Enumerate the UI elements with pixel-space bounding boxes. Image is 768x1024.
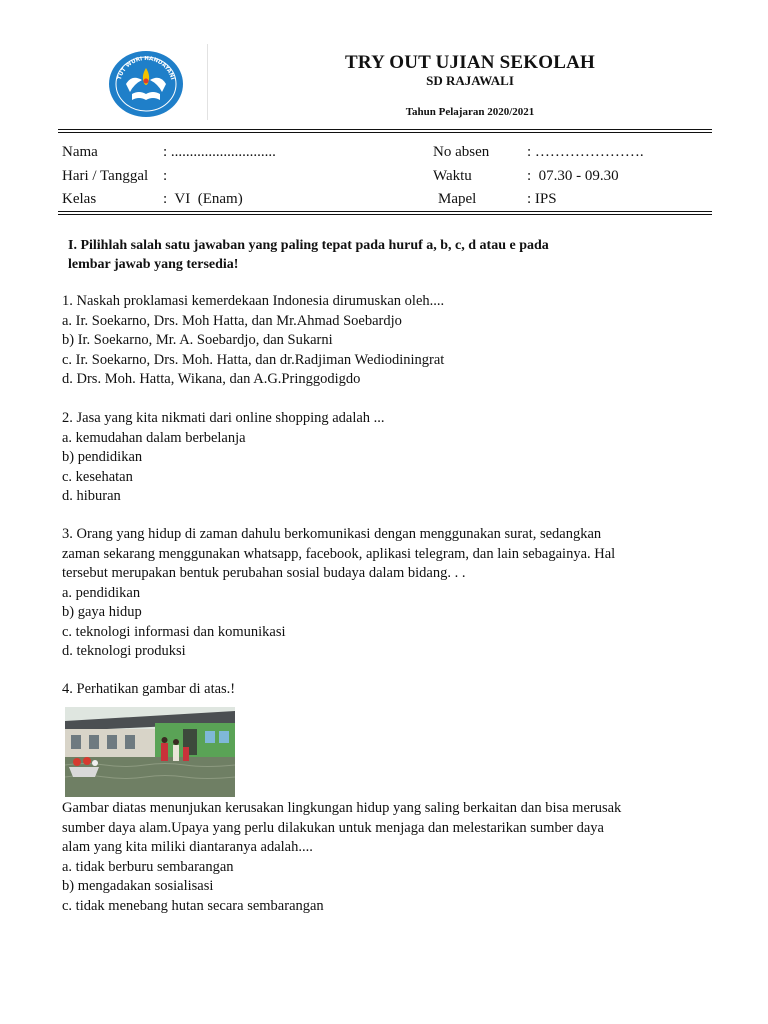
answer-option: b) pendidikan [62,449,143,465]
kelas-label: Kelas [62,191,97,207]
instruction-line: I. Pilihlah salah satu jawaban yang paling tepat pada huruf a, b, c, d atau e pada [68,238,549,253]
question-stem: 3. Orang yang hidup di zaman dahulu berkomunikasi dengan menggunakan surat, sedangkan [62,526,602,542]
instruction-line: lembar jawab yang tersedia! [68,257,239,272]
school-name: SD RAJAWALI [426,73,514,88]
question-1 [62,292,712,390]
answer-option: c. Ir. Soekarno, Drs. Moh. Hatta, dan dr.Radjiman Wediodiningrat [62,351,445,368]
answer-option: d. hiburan [62,488,121,504]
tut-wuri-handayani-logo [108,50,184,118]
bottom-rule-inner [58,214,712,215]
absen-field: : …………………. [527,144,644,160]
answer-option: a. Ir. Soekarno, Drs. Moh Hatta, dan Mr.Ahmad Soebardjo [62,312,402,329]
question-stem: tersebut merupakan bentuk perubahan sosial budaya dalam bidang. . . [62,565,466,581]
answer-option: a. pendidikan [62,584,141,601]
nama-field: : ............................ [163,144,276,160]
svg-text:TUT WURI HANDAYANI: TUT WURI HANDAYANI [116,55,176,81]
nama-label: Nama [62,144,98,160]
question-stem: sumber daya alam.Upaya yang perlu dilakukan untuk menjaga dan melestarikan sumber daya [62,819,604,836]
answer-option: d. Drs. Moh. Hatta, Wikana, dan A.G.Pringgodigdo [62,371,361,387]
kelas-field: : VI (Enam) [163,191,243,207]
question-stem: alam yang kita miliki diantaranya adalah.... [62,839,313,855]
waktu-field: : 07.30 - 09.30 [527,168,619,184]
question-stem: 4. Perhatikan gambar di atas.! [62,681,236,697]
answer-option: a. kemudahan dalam berbelanja [62,429,246,446]
hari-label: Hari / Tanggal [62,168,149,184]
bottom-rule [58,211,712,212]
answer-option: c. tidak menebang hutan secara sembarangan [62,897,324,914]
question-3 [62,525,712,662]
question-4 [62,680,712,700]
question-4-body [62,799,712,916]
answer-option: d. teknologi produksi [62,643,186,659]
question-stem: 1. Naskah proklamasi kemerdekaan Indonesia dirumuskan oleh.... [62,293,445,309]
answer-option: a. tidak berburu sembarangan [62,858,234,875]
mapel-field: : IPS [527,191,557,207]
mapel-label: Mapel [438,191,477,207]
answer-option: b) mengadakan sosialisasi [62,878,214,894]
top-rule [58,129,712,130]
school-year: Tahun Pelajaran 2020/2021 [405,106,535,118]
question-stem: Gambar diatas menunjukan kerusakan lingkungan hidup yang saling berkaitan dan bisa merusak [62,800,622,816]
flood-photo [65,707,235,797]
answer-option: b) gaya hidup [62,604,142,620]
absen-label: No absen [433,144,490,160]
page-title: TRY OUT UJIAN SEKOLAH [344,52,596,73]
answer-option: c. kesehatan [62,468,133,485]
waktu-label: Waktu [433,168,472,184]
hari-field: : [163,168,168,184]
answer-option: c. teknologi informasi dan komunikasi [62,623,286,640]
top-rule-inner [58,132,712,133]
question-2 [62,409,712,507]
question-stem: zaman sekarang menggunakan whatsapp, facebook, aplikasi telegram, dan lain sebagainya. Hal [62,545,616,562]
instruction [68,236,668,274]
question-stem: 2. Jasa yang kita nikmati dari online shopping adalah ... [62,410,385,426]
answer-option: b) Ir. Soekarno, Mr. A. Soebardjo, dan Sukarni [62,332,333,348]
